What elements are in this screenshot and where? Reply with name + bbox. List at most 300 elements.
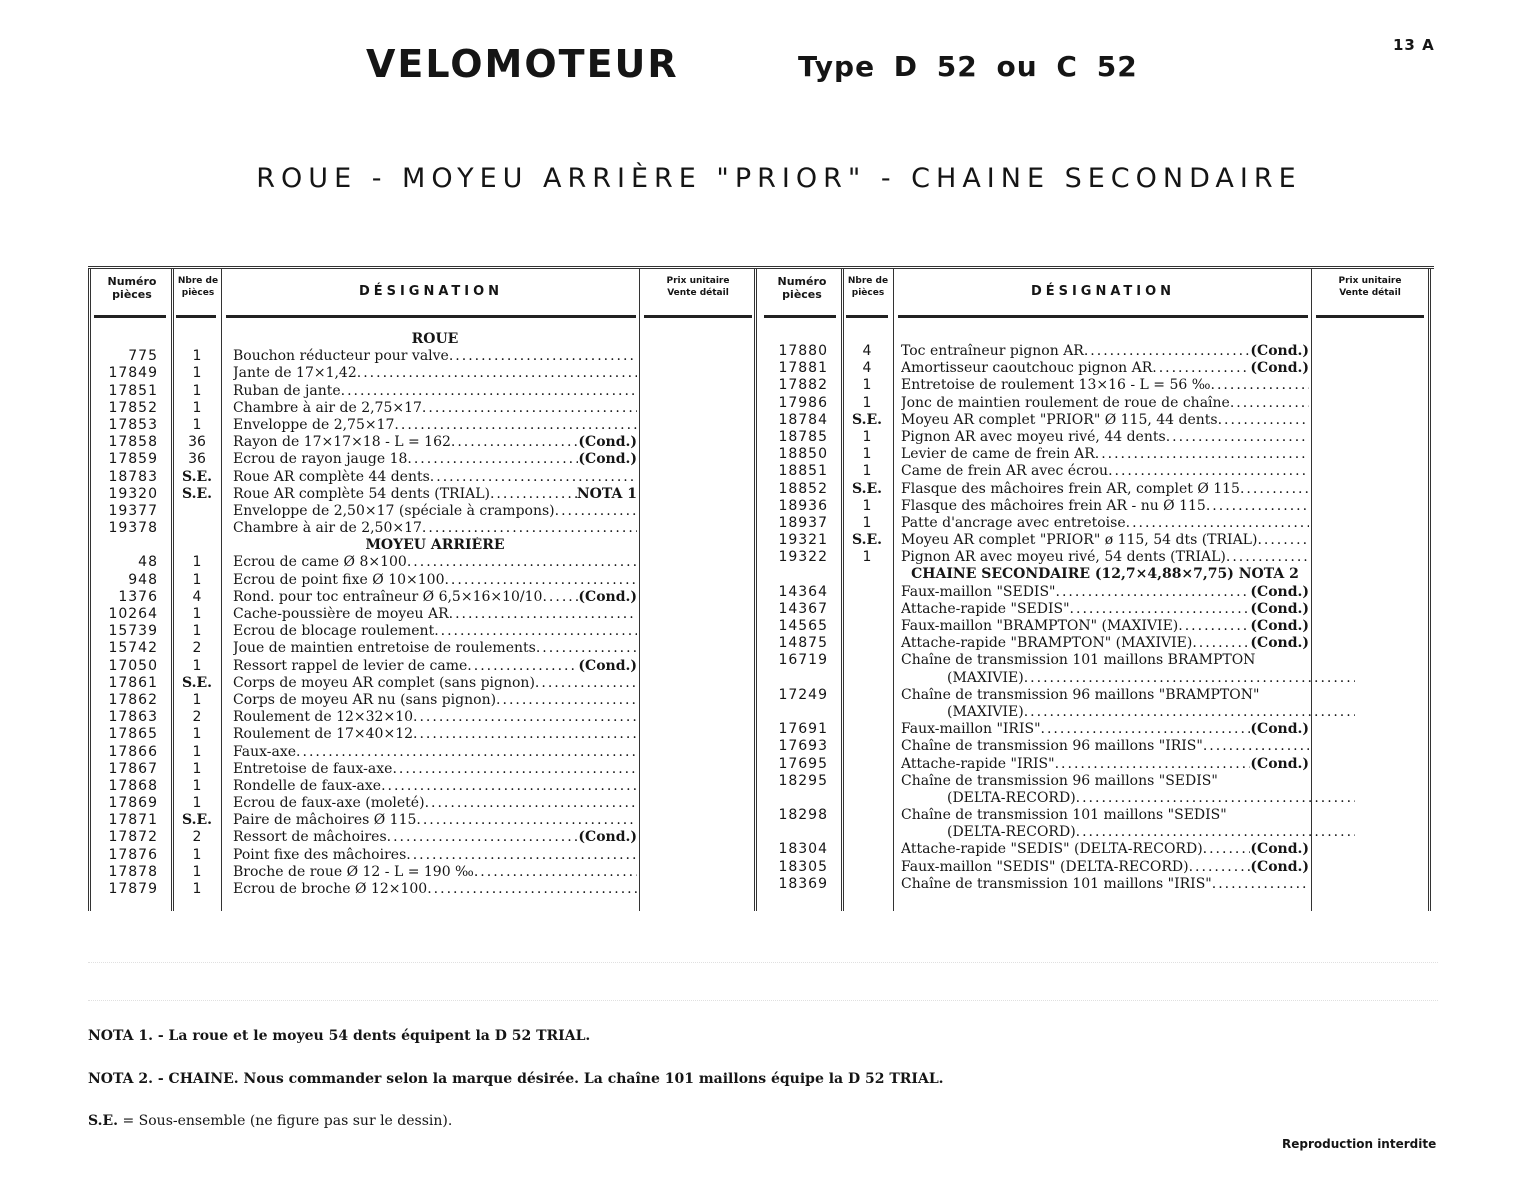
designation bbox=[901, 601, 1309, 618]
part-number: 17693 bbox=[778, 738, 828, 755]
designation bbox=[901, 876, 1309, 893]
section-subtitle: ROUE - MOYEU ARRIÈRE "PRIOR" - CHAINE SECONDAIRE bbox=[256, 163, 1302, 194]
designation-text: Paire de mâchoires Ø 115 bbox=[233, 812, 417, 829]
quantity: 1 bbox=[192, 382, 202, 399]
dot-leader bbox=[1108, 463, 1309, 480]
dot-leader bbox=[496, 692, 637, 709]
designation-suffix: (Cond.) bbox=[1250, 858, 1309, 875]
designation bbox=[901, 807, 1309, 824]
designation bbox=[233, 658, 637, 675]
part-number: 14565 bbox=[778, 618, 828, 634]
table-row bbox=[758, 756, 1434, 773]
designation-text: Roue AR complète 54 dents (TRIAL) bbox=[233, 485, 490, 502]
designation-text: Toc entraîneur pignon AR bbox=[901, 343, 1084, 359]
designation-text: Patte d'ancrage avec entretoise bbox=[901, 514, 1126, 531]
table-row bbox=[88, 726, 758, 743]
dot-leader bbox=[490, 486, 577, 503]
designation bbox=[233, 795, 637, 812]
part-number: 17853 bbox=[108, 416, 158, 433]
table-row bbox=[88, 744, 758, 761]
designation bbox=[233, 486, 637, 503]
dot-leader bbox=[422, 400, 637, 417]
table-row bbox=[88, 778, 758, 795]
part-number: 14364 bbox=[778, 583, 828, 600]
dot-leader bbox=[1024, 704, 1355, 721]
designation bbox=[901, 481, 1309, 498]
quantity: 1 bbox=[192, 777, 202, 794]
parts-table-left bbox=[88, 269, 758, 911]
table-row bbox=[758, 429, 1434, 446]
section-heading bbox=[758, 566, 1434, 583]
dot-leader bbox=[296, 744, 637, 761]
part-number: 18305 bbox=[778, 858, 828, 875]
part-number: 10264 bbox=[108, 606, 158, 622]
designation-text: Corps de moyeu AR nu (sans pignon) bbox=[233, 691, 497, 708]
dot-leader bbox=[392, 761, 637, 778]
part-number: 17879 bbox=[108, 881, 158, 897]
designation bbox=[233, 434, 637, 451]
quantity: 1 bbox=[862, 428, 872, 445]
section-heading bbox=[88, 537, 758, 554]
designation bbox=[233, 469, 637, 486]
table-row bbox=[758, 824, 1434, 841]
designation bbox=[233, 400, 637, 417]
table-row bbox=[88, 675, 758, 692]
dot-leader bbox=[1126, 515, 1309, 532]
divider bbox=[88, 962, 1438, 963]
document-title: VELOMOTEUR bbox=[366, 42, 679, 86]
designation-suffix: (Cond.) bbox=[578, 657, 637, 674]
dot-leader bbox=[444, 572, 637, 589]
designation-text: Chaîne de transmission 101 maillons "IRIS" bbox=[901, 875, 1212, 892]
part-number: 18304 bbox=[778, 841, 828, 858]
table-row bbox=[88, 365, 758, 382]
designation-text: Enveloppe de 2,50×17 (spéciale à crampons) bbox=[233, 502, 555, 519]
dot-leader bbox=[1203, 841, 1251, 858]
quantity: 1 bbox=[192, 657, 202, 674]
table-row bbox=[88, 383, 758, 400]
part-number: 19321 bbox=[778, 532, 828, 549]
designation bbox=[901, 635, 1309, 652]
part-number: 18783 bbox=[108, 468, 158, 485]
quantity: 1 bbox=[192, 743, 202, 760]
nota-1: NOTA 1. - La roue et le moyeu 54 dents équipent la D 52 TRIAL. bbox=[88, 1028, 591, 1044]
designation bbox=[901, 652, 1309, 669]
designation-text: Faux-maillon "SEDIS" bbox=[901, 583, 1056, 600]
quantity: 36 bbox=[188, 434, 206, 451]
quantity: S.E. bbox=[181, 674, 213, 691]
quantity: 1 bbox=[862, 549, 872, 566]
dot-leader bbox=[1055, 756, 1251, 773]
dot-leader bbox=[394, 417, 637, 434]
dot-leader bbox=[422, 520, 637, 537]
dot-leader bbox=[1178, 618, 1250, 635]
quantity: 1 bbox=[862, 463, 872, 480]
dot-leader bbox=[1257, 532, 1309, 549]
part-number: 19377 bbox=[108, 502, 158, 519]
quantity: 1 bbox=[862, 377, 872, 394]
part-number: 19322 bbox=[778, 549, 828, 566]
quantity: 1 bbox=[192, 365, 202, 382]
part-number: 17986 bbox=[778, 394, 828, 411]
table-row bbox=[88, 847, 758, 864]
designation-text: Chaîne de transmission 101 maillons BRAMPTON bbox=[901, 652, 1256, 669]
table-row bbox=[758, 859, 1434, 876]
dot-leader bbox=[1240, 481, 1309, 498]
table-row bbox=[758, 790, 1434, 807]
part-number: 17880 bbox=[778, 343, 828, 359]
table-row bbox=[88, 829, 758, 846]
designation bbox=[233, 348, 637, 365]
dot-leader bbox=[430, 469, 637, 486]
header-designation: DÉSIGNATION bbox=[358, 284, 504, 299]
part-number: 18295 bbox=[778, 772, 828, 789]
header-designation-right: DÉSIGNATION bbox=[1030, 284, 1176, 299]
table-row bbox=[758, 652, 1434, 669]
designation-text: Roue AR complète 44 dents bbox=[233, 468, 430, 485]
designation-suffix: (Cond.) bbox=[578, 451, 637, 468]
table-row bbox=[758, 704, 1434, 721]
part-number: 17868 bbox=[108, 777, 158, 794]
designation bbox=[901, 859, 1309, 876]
designation-suffix: (Cond.) bbox=[1250, 343, 1309, 359]
designation-text: Amortisseur caoutchouc pignon AR bbox=[901, 360, 1153, 377]
dot-leader bbox=[407, 554, 637, 571]
dot-leader bbox=[555, 503, 637, 520]
designation-text: Ecrou de faux-axe (moleté) bbox=[233, 795, 425, 812]
designation-suffix: (Cond.) bbox=[1250, 360, 1309, 377]
part-number: 19378 bbox=[108, 520, 158, 537]
designation-suffix: NOTA 1 bbox=[576, 485, 637, 502]
designation-text: Came de frein AR avec écrou bbox=[901, 463, 1109, 480]
designation bbox=[901, 549, 1309, 566]
table-row bbox=[88, 417, 758, 434]
dot-leader bbox=[1218, 412, 1309, 429]
quantity: 1 bbox=[192, 416, 202, 433]
part-number: 14367 bbox=[778, 600, 828, 617]
table-row bbox=[758, 670, 1434, 687]
designation-text: Chaîne de transmission 96 maillons "SEDIS" bbox=[901, 772, 1218, 789]
table-row bbox=[758, 360, 1434, 377]
parts-table bbox=[88, 266, 1434, 911]
table-row bbox=[758, 377, 1434, 394]
designation-text: Jonc de maintien roulement de roue de chaîne bbox=[901, 394, 1230, 411]
dot-leader bbox=[467, 658, 578, 675]
table-row bbox=[758, 515, 1434, 532]
dot-leader bbox=[341, 383, 637, 400]
table-row bbox=[758, 773, 1434, 790]
designation-text: Broche de roue Ø 12 - L = 190 ‰ bbox=[233, 863, 474, 880]
parts-table-right bbox=[758, 269, 1434, 911]
designation-text: Chambre à air de 2,50×17 bbox=[233, 520, 422, 537]
quantity: 1 bbox=[192, 846, 202, 863]
designation-text: Entretoise de faux-axe bbox=[233, 760, 393, 777]
part-number: 17695 bbox=[778, 755, 828, 772]
quantity: 1 bbox=[192, 348, 202, 365]
section-title: MOYEU ARRIÈRE bbox=[365, 537, 505, 554]
dot-leader bbox=[1166, 429, 1309, 446]
dot-leader bbox=[1230, 395, 1309, 412]
dot-leader bbox=[1084, 343, 1251, 360]
designation bbox=[901, 704, 1355, 721]
dot-leader bbox=[535, 675, 637, 692]
designation bbox=[901, 618, 1309, 635]
table-row bbox=[88, 486, 758, 503]
part-number: 18298 bbox=[778, 807, 828, 824]
designation-suffix: (Cond.) bbox=[1250, 635, 1309, 652]
designation bbox=[901, 446, 1309, 463]
table-row bbox=[88, 554, 758, 571]
table-row bbox=[758, 412, 1434, 429]
quantity: 4 bbox=[192, 588, 202, 605]
table-row bbox=[88, 469, 758, 486]
designation bbox=[233, 812, 637, 829]
designation-text: Roulement de 12×32×10 bbox=[233, 709, 414, 726]
se-label: S.E. bbox=[88, 1113, 119, 1129]
part-number: 17865 bbox=[108, 726, 158, 743]
designation-text: Flasque des mâchoires frein AR - nu Ø 115 bbox=[901, 497, 1206, 514]
designation bbox=[233, 675, 637, 692]
designation bbox=[901, 412, 1309, 429]
designation-text: Pignon AR avec moyeu rivé, 44 dents bbox=[901, 428, 1166, 445]
designation-text: (MAXIVIE) bbox=[947, 703, 1024, 720]
dot-leader bbox=[1024, 670, 1355, 687]
part-number: 17867 bbox=[108, 760, 158, 777]
quantity: 1 bbox=[192, 691, 202, 708]
dot-leader bbox=[434, 623, 637, 640]
designation-text: Joue de maintien entretoise de roulements bbox=[233, 640, 536, 657]
table-row bbox=[88, 658, 758, 675]
dot-leader bbox=[407, 451, 578, 468]
part-number: 18937 bbox=[778, 514, 828, 531]
quantity: S.E. bbox=[181, 468, 213, 485]
header-prix-right: Prix unitaire Vente détail bbox=[1338, 276, 1402, 298]
designation bbox=[233, 761, 637, 778]
part-number: 17876 bbox=[108, 846, 158, 863]
dot-leader bbox=[1056, 584, 1251, 601]
dot-leader bbox=[1192, 635, 1250, 652]
part-number: 17852 bbox=[108, 399, 158, 416]
designation bbox=[901, 343, 1309, 360]
table-row bbox=[758, 549, 1434, 566]
table-row bbox=[88, 400, 758, 417]
quantity: S.E. bbox=[851, 532, 883, 549]
designation bbox=[233, 606, 637, 623]
part-number: 17881 bbox=[778, 360, 828, 377]
designation bbox=[233, 847, 637, 864]
designation-text: Faux-maillon "SEDIS" (DELTA-RECORD) bbox=[901, 858, 1189, 875]
quantity: 1 bbox=[192, 726, 202, 743]
table-row bbox=[758, 343, 1434, 360]
dot-leader bbox=[1152, 360, 1250, 377]
designation bbox=[901, 463, 1309, 480]
quantity: 1 bbox=[192, 760, 202, 777]
dot-leader bbox=[542, 589, 578, 606]
quantity: S.E. bbox=[851, 411, 883, 428]
table-row bbox=[88, 709, 758, 726]
quantity: 1 bbox=[862, 497, 872, 514]
section-title: CHAINE SECONDAIRE (12,7×4,88×7,75) NOTA 2 bbox=[911, 566, 1299, 583]
designation bbox=[233, 778, 637, 795]
designation-text: Faux-axe bbox=[233, 743, 297, 760]
quantity: 1 bbox=[862, 394, 872, 411]
table-row bbox=[758, 481, 1434, 498]
part-number: 1376 bbox=[118, 588, 158, 605]
dot-leader bbox=[1212, 876, 1309, 893]
part-number: 48 bbox=[138, 554, 158, 571]
dot-leader bbox=[1070, 601, 1251, 618]
dot-leader bbox=[536, 640, 637, 657]
table-row bbox=[88, 348, 758, 365]
quantity: 1 bbox=[192, 554, 202, 571]
designation bbox=[901, 721, 1309, 738]
se-text: = Sous-ensemble (ne figure pas sur le dessin). bbox=[118, 1113, 453, 1129]
designation-text: Attache-rapide "SEDIS" (DELTA-RECORD) bbox=[901, 841, 1203, 858]
designation bbox=[233, 572, 637, 589]
designation bbox=[233, 692, 637, 709]
table-row bbox=[758, 498, 1434, 515]
designation bbox=[233, 554, 637, 571]
designation bbox=[233, 640, 637, 657]
table-row bbox=[758, 532, 1434, 549]
designation bbox=[901, 360, 1309, 377]
dot-leader bbox=[1189, 859, 1251, 876]
designation bbox=[233, 829, 637, 846]
designation-text: Chaîne de transmission 96 maillons "IRIS" bbox=[901, 738, 1203, 755]
part-number: 948 bbox=[128, 571, 158, 588]
table-row bbox=[758, 463, 1434, 480]
table-row bbox=[88, 761, 758, 778]
designation bbox=[901, 756, 1309, 773]
part-number: 17862 bbox=[108, 691, 158, 708]
part-number: 18852 bbox=[778, 480, 828, 497]
table-row bbox=[88, 795, 758, 812]
designation-text: Attache-rapide "SEDIS" bbox=[901, 600, 1070, 617]
table-row bbox=[88, 812, 758, 829]
header-prix: Prix unitaire Vente détail bbox=[666, 276, 730, 298]
header-numero-right: Numéro pièces bbox=[777, 275, 827, 301]
table-row bbox=[758, 395, 1434, 412]
nota-2: NOTA 2. - CHAINE. Nous commander selon la marque désirée. La chaîne 101 maillons équipe la D 52 TRIAL. bbox=[88, 1071, 944, 1087]
part-number: 15742 bbox=[108, 640, 158, 657]
quantity: S.E. bbox=[181, 485, 213, 502]
designation bbox=[233, 451, 637, 468]
dot-leader bbox=[413, 709, 637, 726]
designation-suffix: (Cond.) bbox=[1250, 841, 1309, 858]
dot-leader bbox=[425, 795, 637, 812]
designation bbox=[233, 864, 637, 881]
designation-text: Moyeu AR complet "PRIOR" Ø 115, 44 dents bbox=[901, 411, 1218, 428]
designation-text: (MAXIVIE) bbox=[947, 669, 1024, 686]
table-row bbox=[88, 692, 758, 709]
dot-leader bbox=[1095, 446, 1309, 463]
designation bbox=[901, 515, 1309, 532]
quantity: 1 bbox=[192, 399, 202, 416]
designation-text: Ressort rappel de levier de came bbox=[233, 657, 468, 674]
designation bbox=[233, 589, 637, 606]
part-number: 17851 bbox=[108, 382, 158, 399]
rows-right bbox=[758, 343, 1434, 893]
part-number: 17863 bbox=[108, 709, 158, 726]
page-number: 13 A bbox=[1393, 36, 1435, 54]
part-number: 17050 bbox=[108, 657, 158, 674]
designation-text: Flasque des mâchoires frein AR, complet Ø 115 bbox=[901, 480, 1240, 497]
dot-leader bbox=[1076, 824, 1355, 841]
table-row bbox=[758, 687, 1434, 704]
designation bbox=[901, 670, 1355, 687]
designation bbox=[901, 687, 1309, 704]
quantity: 1 bbox=[192, 795, 202, 812]
quantity: 1 bbox=[862, 514, 872, 531]
designation-text: Chaîne de transmission 96 maillons "BRAMPTON" bbox=[901, 686, 1260, 703]
designation-text: Ruban de jante bbox=[233, 382, 341, 399]
dot-leader bbox=[1211, 377, 1309, 394]
designation-text: Jante de 17×1,42 bbox=[233, 365, 357, 382]
designation bbox=[901, 429, 1309, 446]
designation-text: Ecrou de rayon jauge 18 bbox=[233, 451, 408, 468]
designation-text: Faux-maillon "IRIS" bbox=[901, 721, 1041, 738]
part-number: 17871 bbox=[108, 812, 158, 829]
designation-text: Ressort de mâchoires bbox=[233, 829, 387, 846]
section-heading bbox=[88, 331, 758, 348]
footer-copyright: Reproduction interdite bbox=[1282, 1137, 1437, 1151]
designation bbox=[233, 623, 637, 640]
table-row bbox=[88, 881, 758, 898]
part-number: 17249 bbox=[778, 686, 828, 703]
header-nbre: Nbre de pièces bbox=[177, 276, 219, 298]
quantity: 4 bbox=[862, 343, 872, 359]
designation-text: Levier de came de frein AR bbox=[901, 446, 1095, 463]
quantity: 2 bbox=[192, 709, 202, 726]
dot-leader bbox=[1203, 738, 1309, 755]
designation bbox=[901, 532, 1309, 549]
designation bbox=[233, 744, 637, 761]
dot-leader bbox=[416, 812, 637, 829]
table-row bbox=[758, 584, 1434, 601]
designation-suffix: (Cond.) bbox=[1250, 583, 1309, 600]
table-row bbox=[88, 589, 758, 606]
part-number: 17878 bbox=[108, 863, 158, 880]
part-number: 18784 bbox=[778, 411, 828, 428]
designation bbox=[901, 395, 1309, 412]
table-row bbox=[758, 876, 1434, 893]
designation-suffix: (Cond.) bbox=[578, 588, 637, 605]
part-number: 17861 bbox=[108, 674, 158, 691]
table-row bbox=[88, 451, 758, 468]
part-number: 18936 bbox=[778, 497, 828, 514]
designation-suffix: (Cond.) bbox=[1250, 721, 1309, 738]
table-row bbox=[758, 807, 1434, 824]
designation-text: Faux-maillon "BRAMPTON" (MAXIVIE) bbox=[901, 618, 1179, 634]
table-row bbox=[88, 864, 758, 881]
quantity: 4 bbox=[862, 360, 872, 377]
title-row bbox=[0, 42, 1538, 92]
dot-leader bbox=[357, 365, 637, 382]
table-row bbox=[88, 606, 758, 623]
part-number: 17849 bbox=[108, 365, 158, 382]
designation-suffix: (Cond.) bbox=[1250, 618, 1309, 634]
dot-leader bbox=[449, 348, 637, 365]
dot-leader bbox=[1226, 549, 1309, 566]
designation bbox=[901, 377, 1309, 394]
dot-leader bbox=[451, 434, 579, 451]
designation-text: Corps de moyeu AR complet (sans pignon) bbox=[233, 674, 535, 691]
quantity: 1 bbox=[192, 623, 202, 640]
dot-leader bbox=[1206, 498, 1309, 515]
designation-text: Ecrou de came Ø 8×100 bbox=[233, 554, 407, 571]
quantity: 2 bbox=[192, 829, 202, 846]
designation bbox=[233, 520, 637, 537]
